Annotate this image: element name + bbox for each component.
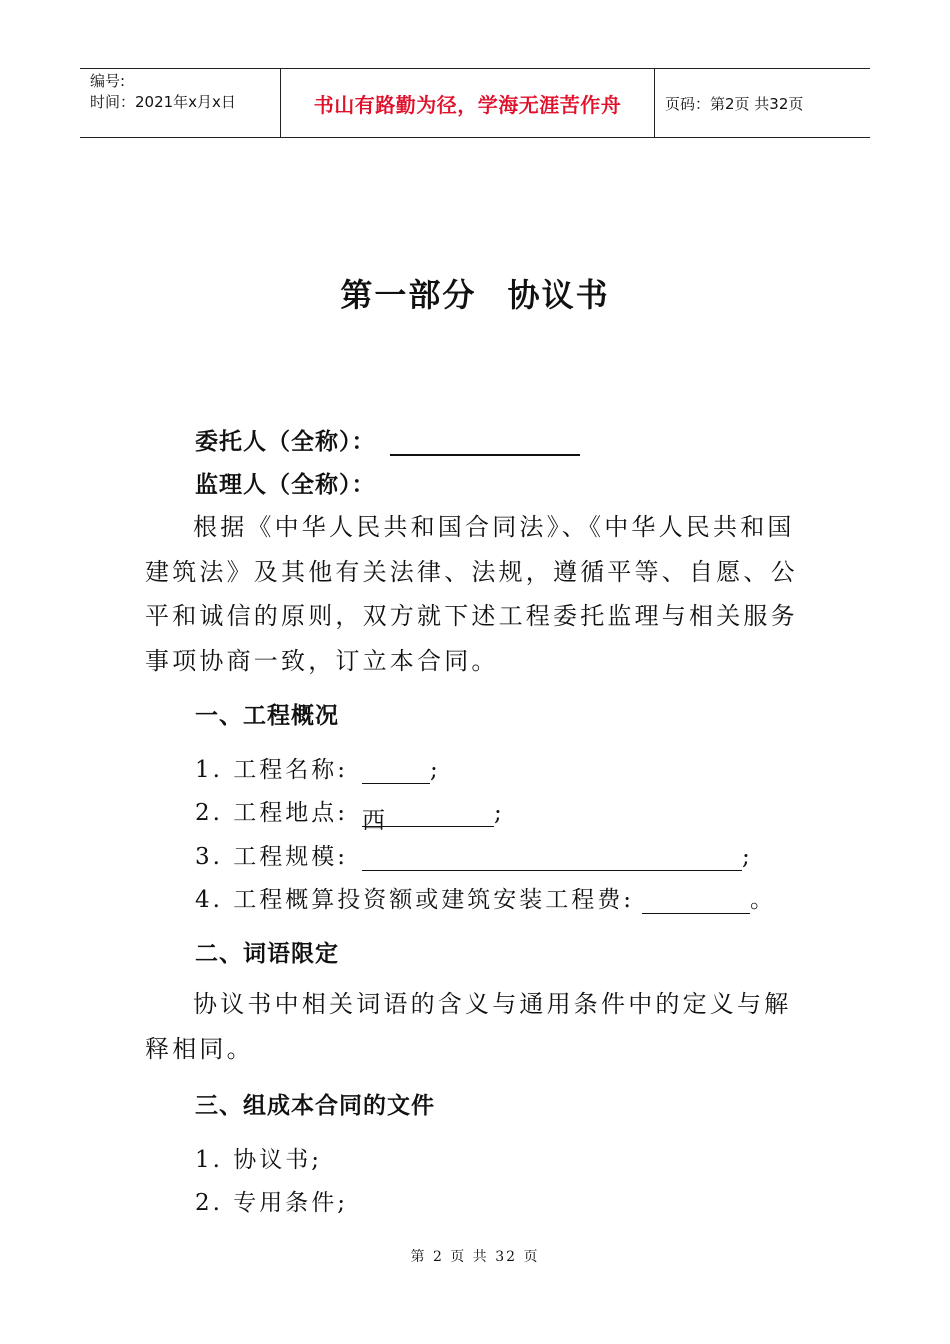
project-scale-value: [362, 846, 742, 871]
header-motto: 书山有路勤为径，学海无涯苦作舟: [313, 92, 622, 117]
client-line: [195, 423, 580, 456]
project-scale-item: [195, 838, 753, 871]
intro-paragraph: 根据《中华人民共和国合同法》、《中华人民共和国建筑法》及其他有关法律、法规，遵循平等、自愿、公平和诚信的原则，双方就下述工程委托监理与相关服务事项协商一致，订立本合同。: [145, 513, 798, 675]
document-date: 时间：2021年x月x日: [90, 93, 236, 111]
client-label: 委托人（全称）：: [195, 429, 376, 455]
project-scale-label: 3. 工程规模:: [195, 844, 349, 870]
item-end-mark: ;: [430, 757, 441, 783]
header-motto-cell: [281, 69, 655, 137]
project-name-item: [195, 751, 441, 784]
project-name-value: [362, 759, 430, 784]
section2-heading: 二、词语限定: [195, 941, 339, 967]
client-name-blank: [390, 428, 580, 456]
supervisor-line: [195, 466, 376, 499]
project-location-item: [195, 794, 505, 834]
project-budget-value: [642, 889, 750, 914]
header-page-info: 页码：第2页 共32页: [665, 94, 804, 113]
page-footer: 第 2 页 共 32 页: [410, 1249, 540, 1265]
supervisor-label: 监理人（全称）：: [195, 472, 376, 498]
item-end-mark: 。: [750, 887, 777, 913]
page-title: 第一部分 协议书: [340, 276, 610, 314]
section1-heading: 一、工程概况: [195, 703, 339, 729]
item-end-mark: ;: [494, 800, 505, 826]
project-budget-label: 4. 工程概算投资额或建筑安装工程费:: [195, 887, 635, 913]
document-list-item: 1. 协议书;: [195, 1147, 323, 1173]
project-budget-item: [195, 881, 776, 914]
project-location-label: 2. 工程地点:: [195, 800, 349, 826]
header-meta: [80, 69, 281, 137]
project-location-value: 西: [362, 802, 494, 827]
document-header: [80, 68, 870, 138]
item-end-mark: ;: [742, 844, 753, 870]
document-list-item: 2. 专用条件;: [195, 1190, 349, 1216]
project-name-label: 1. 工程名称:: [195, 757, 349, 783]
section3-heading: 三、组成本合同的文件: [195, 1093, 435, 1119]
section2-paragraph: 协议书中相关词语的含义与通用条件中的定义与解释相同。: [145, 990, 792, 1063]
document-number-label: 编号:: [90, 72, 126, 90]
